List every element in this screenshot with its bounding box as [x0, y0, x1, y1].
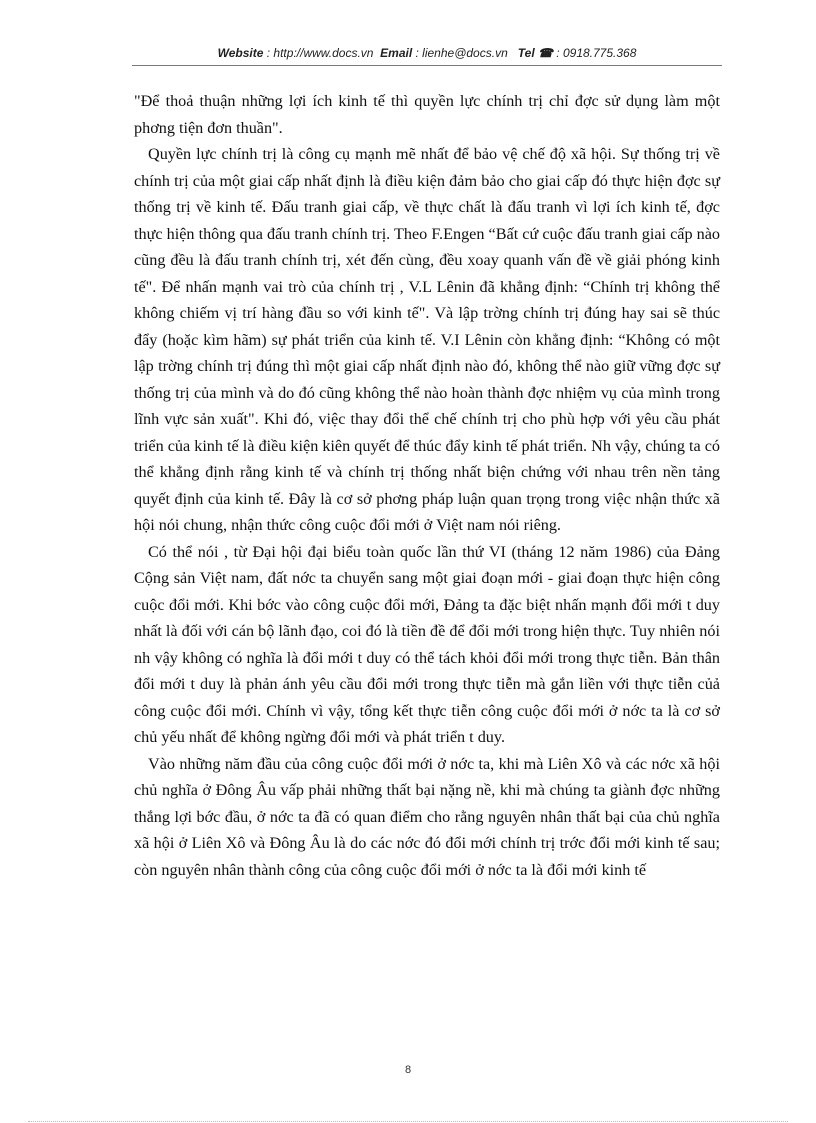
paragraph-4: Vào những năm đầu của công cuộc đổi mới ở nớc ta, khi mà Liên Xô và các nớc xã hội chủ nghĩa ở Đông Âu vấp phải những thất bại nặng nề, khi mà chúng ta giành đợc những thắng lợi bớc đầu, ở nớc ta đã có quan điểm cho rằng nguyên nhân thất bại của chủ nghĩa xã hội ở Liên Xô và Đông Âu là do các nớc đó đổi mới chính trị trớc đổi mới kinh tế sau; còn nguyên nhân thành công của công cuộc đổi mới ở nớc ta là đổi mới kinh tế	[134, 754, 720, 879]
tel-label: Tel ☎	[517, 46, 553, 60]
paragraph-1: "Để thoả thuận những lợi ích kinh tế thì quyền lực chính trị chỉ đợc sử dụng làm một phơng tiện đơn thuần".	[134, 92, 720, 137]
website-separator: :	[263, 46, 274, 60]
paragraph-3: Có thể nói , từ Đại hội đại biểu toàn quốc lần thứ VI (tháng 12 năm 1986) của Đảng Cộng sản Việt nam, đất nớc ta chuyển sang một giai đoạn mới - giai đoạn thực hiện công cuộc đổi mới. Khi bớc vào công cuộc đổi mới, Đảng ta đặc biệt nhấn mạnh đổi mới t duy nhất là đối với cán bộ lãnh đạo, coi đó là tiền đề để đổi mới trong hiện thực. Tuy nhiên nói nh vậy không có nghĩa là đổi mới t duy có thể tách khỏi đổi mới trong thực tiễn. Bản thân đổi mới t duy là phản ánh yêu cầu đổi mới trong thực tiễn mà gắn liền với thực tiễn củả công cuộc đổi mới. Chính vì vậy, tổng kết thực tiễn công cuộc đổi mới ở nớc ta là cơ sở chủ yếu nhất để không ngừng đổi mới và phát triển t duy.	[134, 542, 720, 746]
body-text	[134, 88, 720, 883]
tel-separator: :	[552, 46, 563, 60]
website-url: http://www.docs.vn	[273, 46, 374, 60]
paragraph-2: Quyền lực chính trị là công cụ mạnh mẽ nhất để bảo vệ chế độ xã hội. Sự thống trị về chính trị của một giai cấp nhất định là điều kiện đảm bảo cho giai cấp đó thực hiện đợc sự thống trị về kinh tế. Đấu tranh giai cấp, về thực chất là đấu tranh vì lợi ích kinh tế, đợc thực hiện thông qua đấu tranh chính trị. Theo F.Engen “Bất cứ cuộc đấu tranh giai cấp nào cũng đều là đấu tranh chính trị, xét đến cùng, đều xoay quanh vấn đề về giải phóng kinh tế". Để nhấn mạnh vai trò của chính trị , V.L Lênin đã khẳng định: “Chính trị không thể không chiếm vị trí hàng đầu so với kinh tế". Và lập trờng chính trị đúng hay sai sẽ thúc đẩy (hoặc kìm hãm) sự phát triển của kinh tế. V.I Lênin còn khẳng định: “Không có một lập trờng chính trị đúng thì một giai cấp nhất định nào đó, không thể nào giữ vững đợc sự thống trị của mình và do đó cũng không thể nào hoàn thành đợc nhiệm vụ của mình trong lĩnh vực sản xuất". Khi đó, việc thay đổi thể chế chính trị cho phù hợp với yêu cầu phát triển của kinh tế là điều kiện kiên quyết để thúc đẩy kinh tế phát triển. Nh vậy, chúng ta có thể khẳng định rằng kinh tế và chính trị thống nhất biện chứng với nhau trên nền tảng quyết định của kinh tế. Đây là cơ sở phơng pháp luận quan trọng trong việc nhận thức xã hội nói chung, nhận thức công cuộc đổi mới ở Việt nam nói riêng.	[134, 145, 721, 534]
page-header	[130, 46, 724, 60]
email-address: lienhe@docs.vn	[422, 46, 508, 60]
email-label: Email	[380, 46, 413, 60]
email-separator: :	[412, 46, 423, 60]
header-divider	[132, 65, 722, 66]
website-label: Website	[217, 46, 264, 60]
tel-number: 0918.775.368	[562, 46, 637, 60]
page-number: 8	[404, 1064, 412, 1076]
page-bottom-border	[28, 1121, 788, 1122]
